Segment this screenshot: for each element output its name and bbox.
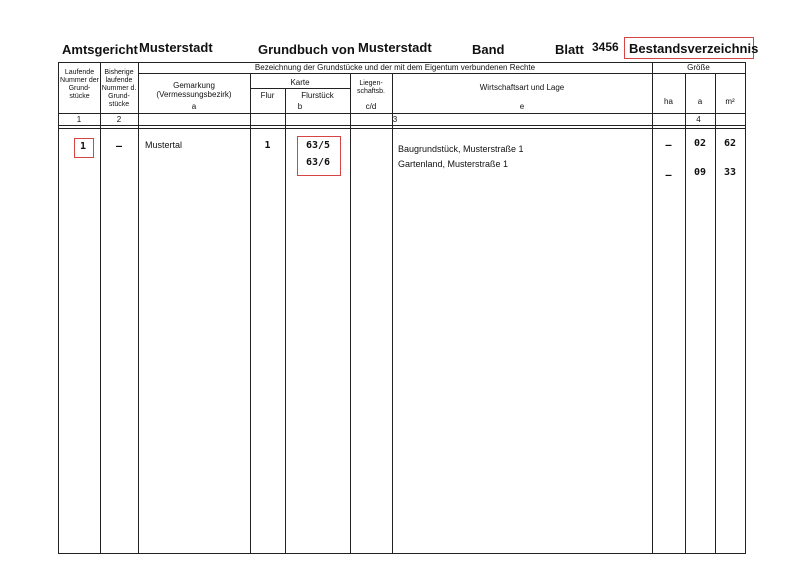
col-flurstueck: Flurstück [301,91,334,100]
col-flur: Flur [260,91,275,100]
doc-type-title: Bestandsverzeichnis [629,41,759,56]
amtsgericht-value: Musterstadt [139,40,213,55]
entry-wirtschaft-2: Gartenland, Musterstraße 1 [398,159,509,169]
col-m2: m² [725,97,735,106]
col-a: a [697,97,703,106]
entry-m2-1: 62 [723,138,737,149]
col-number-3: 3 [392,115,398,124]
col-bisherige-nummer: Bisherige laufende Nummer d. Grund-stücke [101,69,137,108]
col-wirtschaftsart: Wirtschaftsart und Lage [479,83,565,92]
entry-flurstueck-1: 63/5 [305,140,331,151]
entry-ha-2: – [665,170,672,181]
entry-m2-2: 33 [723,167,737,178]
sub-a: a [191,102,197,111]
entry-gemarkung: Mustertal [145,140,183,150]
col-groesse: Größe [687,63,710,72]
entry-a-1: 02 [693,138,707,149]
grundbuch-value: Musterstadt [358,40,432,55]
entry-bisherige: – [115,141,123,152]
col-number-1: 1 [76,115,82,124]
col-liegenschaftsbuch: Liegen-schaftsb. [356,80,385,95]
col-number-4: 4 [696,115,701,124]
entry-lfd-nr: 1 [79,141,87,152]
band-label: Band [472,42,505,57]
col-bezeichnung: Bezeichnung der Grundstücke und der mit dem Eigentum verbundenen Rechte [254,63,536,72]
blatt-label: Blatt [555,42,584,57]
sub-b: b [297,102,303,111]
entry-ha-1: – [665,140,672,151]
grundbuch-label: Grundbuch von [258,42,355,57]
col-ha: ha [664,97,673,106]
sub-e: e [519,102,525,111]
col-gemarkung: Gemarkung [173,81,215,90]
col-vermessungsbezirk: (Vermessungsbezirk) [156,90,232,99]
blatt-value: 3456 [592,40,619,54]
col-laufende-nummer: Laufende Nummer der Grund-stücke [60,69,99,100]
col-karte: Karte [290,78,310,87]
entry-wirtschaft-1: Baugrundstück, Musterstraße 1 [398,144,524,154]
entry-a-2: 09 [693,167,707,178]
entry-flur: 1 [264,140,271,151]
col-number-2: 2 [116,115,122,124]
amtsgericht-label: Amtsgericht [62,42,138,57]
sub-cd: c/d [365,102,377,111]
entry-flurstueck-2: 63/6 [305,157,331,168]
